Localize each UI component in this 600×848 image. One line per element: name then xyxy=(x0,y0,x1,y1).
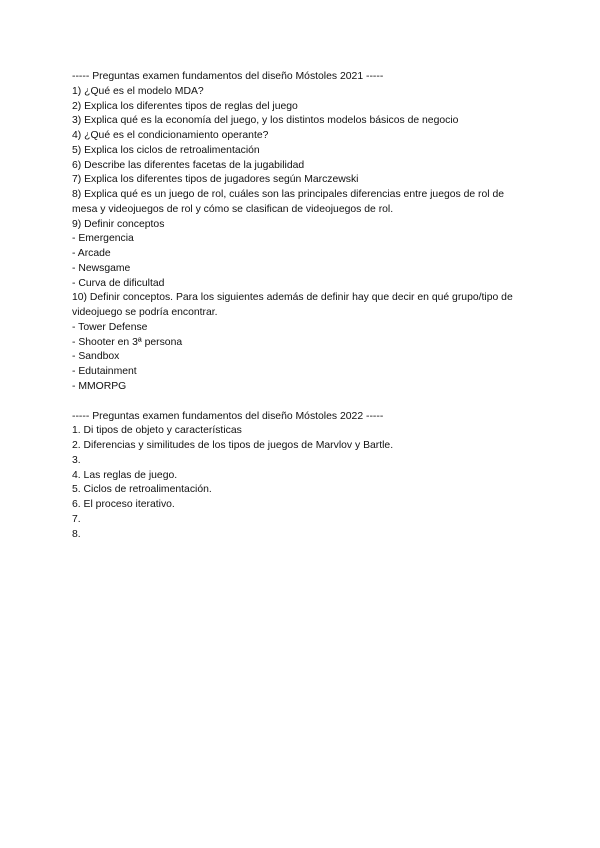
concept-item: - Arcade xyxy=(72,248,111,259)
concept-item: - Tower Defense xyxy=(72,321,148,333)
question-line: 2. Diferencias y similitudes de los tipos de juegos de Marvlov y Bartle. xyxy=(72,440,394,451)
document-content xyxy=(72,70,532,542)
section-heading: ----- Preguntas examen fundamentos del diseño Móstoles 2022 ----- xyxy=(72,410,384,422)
concept-item: - Newsgame xyxy=(72,262,131,274)
section-2021 xyxy=(72,70,532,395)
question-line: 1) ¿Qué es el modelo MDA? xyxy=(72,85,204,97)
question-line: 8) Explica qué es un juego de rol, cuáles son las principales diferencias entre juegos de rol de mesa y videojuegos de rol y cómo se clasifican de videojuegos de rol. xyxy=(72,189,505,215)
concept-item: - MMORPG xyxy=(72,380,127,392)
question-line: 6. El proceso iterativo. xyxy=(72,499,175,510)
question-line: 1. Di tipos de objeto y características xyxy=(72,425,242,437)
question-line: 3. xyxy=(72,454,81,466)
concept-item: - Shooter en 3ª persona xyxy=(72,336,183,348)
question-line: 3) Explica qué es la economía del juego, y los distintos modelos básicos de negocio xyxy=(72,115,459,127)
concept-item: - Curva de dificultad xyxy=(72,277,165,289)
concept-item: - Edutainment xyxy=(72,366,137,377)
section-heading: ----- Preguntas examen fundamentos del diseño Móstoles 2021 ----- xyxy=(72,71,384,82)
question-line: 7) Explica los diferentes tipos de jugadores según Marczewski xyxy=(72,174,359,186)
question-line: 5. Ciclos de retroalimentación. xyxy=(72,484,212,496)
question-line: 9) Definir conceptos xyxy=(72,218,165,230)
question-line: 7. xyxy=(72,513,81,525)
question-line: 4) ¿Qué es el condicionamiento operante? xyxy=(72,130,269,141)
question-line: 5) Explica los ciclos de retroalimentación xyxy=(72,144,260,156)
concept-item: - Sandbox xyxy=(72,351,120,363)
question-line: 2) Explica los diferentes tipos de reglas del juego xyxy=(72,100,298,112)
question-line: 6) Describe las diferentes facetas de la jugabilidad xyxy=(72,159,305,171)
question-line: 10) Definir conceptos. Para los siguientes además de definir hay que decir en qué grupo/tipo de videojuego se podría encontrar. xyxy=(72,292,513,318)
concept-item: - Emergencia xyxy=(72,233,134,245)
question-line: 4. Las reglas de juego. xyxy=(72,469,178,481)
section-2022 xyxy=(72,410,532,543)
question-line: 8. xyxy=(72,528,81,540)
